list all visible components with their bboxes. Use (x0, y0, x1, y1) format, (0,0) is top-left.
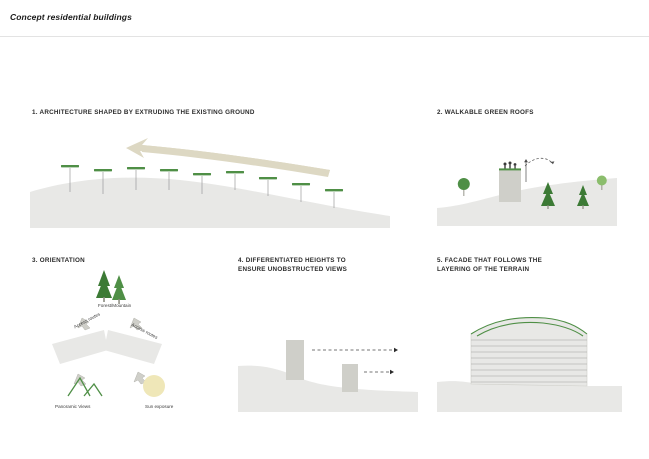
panel-1-caption: 1. ARCHITECTURE SHAPED BY EXTRUDING THE EXISTING GROUND (32, 109, 255, 116)
panel-5-illustration (437, 300, 622, 420)
panel-facade-layering (437, 256, 607, 274)
label-panoramic-views: Panoramic Views (55, 404, 91, 409)
panel-4-caption-line-2: ENSURE UNOBSTRUCTED VIEWS (238, 266, 348, 274)
header-divider (0, 36, 649, 37)
label-forest-mountain: Forest/Mountain (98, 303, 132, 308)
panel-3-caption: 3. ORIENTATION (32, 257, 85, 264)
panel-4-caption-line-1: 4. DIFFERENTIATED HEIGHTS TO (238, 257, 346, 264)
panel-5-caption-line-1: 5. FACADE THAT FOLLOWS THE (437, 257, 543, 264)
panel-2-illustration (437, 138, 617, 233)
panel-differentiated-heights (238, 256, 398, 274)
label-sun-exposure: Sun exposure (145, 404, 174, 409)
panel-5-caption-line-2: LAYERING OF THE TERRAIN (437, 266, 530, 274)
panel-1-illustration (30, 130, 390, 235)
panel-4-illustration (238, 320, 418, 420)
page-title: Concept residential buildings (10, 12, 132, 22)
panel-3-illustration (42, 266, 222, 421)
label-access-routes-left: Access routes (73, 311, 101, 330)
panel-walkable-green-roofs (437, 108, 637, 117)
panel-extruding-ground (32, 108, 422, 117)
label-access-routes-right: Access routes (130, 322, 159, 340)
panel-2-caption: 2. WALKABLE GREEN ROOFS (437, 109, 534, 116)
panel-orientation (32, 256, 202, 265)
